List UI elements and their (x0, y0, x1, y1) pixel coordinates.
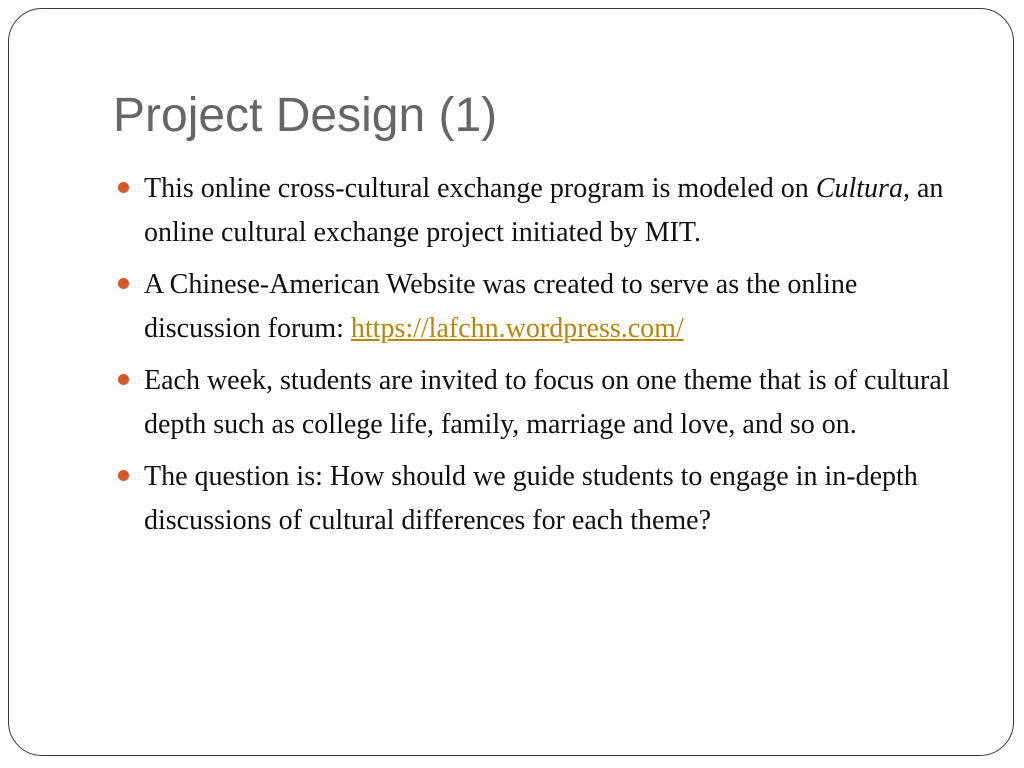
bullet-dot-icon (118, 470, 129, 481)
bullet-item-4 (116, 455, 976, 543)
bullet-2-text: A Chinese-American Website was created to serve as the online discussion forum: (144, 269, 858, 344)
bullet-item-3 (116, 359, 976, 447)
forum-link[interactable]: https://lafchn.wordpress.com/ (350, 313, 684, 344)
bullet-dot-icon (118, 278, 129, 289)
bullet-list (116, 167, 976, 551)
bullet-dot-icon (118, 182, 129, 193)
bullet-dot-icon (118, 374, 129, 385)
bullet-4-text: The question is: How should we guide students to engage in in-depth discussions of cultural differences for each theme? (144, 461, 918, 536)
bullet-1-text-part-2: , an online cultural exchange project initiated by MIT. (144, 173, 944, 248)
bullet-3-text: Each week, students are invited to focus on one theme that is of cultural depth such as college life, family, marriage and love, and so on. (144, 365, 950, 440)
bullet-item-1 (116, 167, 976, 255)
slide-title: Project Design (1) (113, 89, 498, 142)
bullet-1-text-part-1: This online cross-cultural exchange program is modeled on (144, 173, 816, 204)
bullet-item-2 (116, 263, 976, 351)
bullet-1-cultura-italic: Cultura (815, 173, 903, 204)
